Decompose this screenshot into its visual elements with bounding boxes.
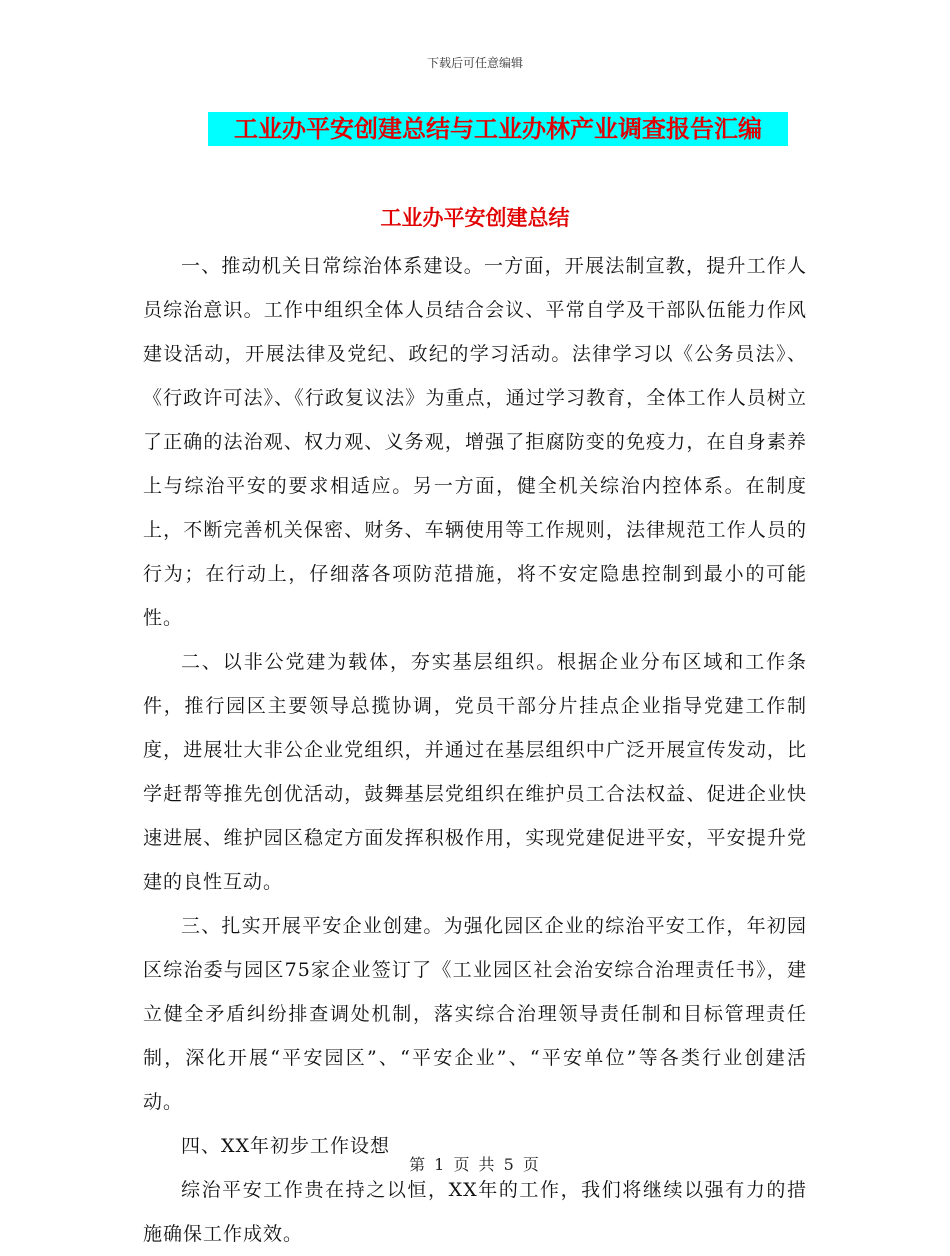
main-title: 工业办平安创建总结与工业办林产业调查报告汇编 [208, 112, 788, 146]
paragraph-5: 综治平安工作贵在持之以恒，XX年的工作，我们将继续以强有力的措施确保工作成效。 [143, 1179, 807, 1245]
paragraph-3: 三、扎实开展平安企业创建。为强化园区企业的综治平安工作，年初园区综治委与园区75家企业签订了《工业园区社会治安综合治理责任书》，建立健全矛盾纠纷排查调处机制，落实综合治理领导责任制和目标管理责任制，深化开展“平安园区”、“平安企业”、“平安单位”等各类行业创建活动。 [143, 915, 807, 1113]
header-note: 下载后可任意编辑 [426, 56, 523, 70]
body-text [143, 244, 807, 1256]
paragraph-4: 四、XX年初步工作设想 [181, 1135, 391, 1157]
paragraph-1: 一、推动机关日常综治体系建设。一方面，开展法制宣教，提升工作人员综治意识。工作中组织全体人员结合会议、平常自学及干部队伍能力作风建设活动，开展法律及党纪、政纪的学习活动。法律学习以《公务员法》、《行政许可法》、《行政复议法》为重点，通过学习教育，全体工作人员树立了正确的法治观、权力观、义务观，增强了拒腐防变的免疫力，在自身素养上与综治平安的要求相适应。另一方面，健全机关综治内控体系。在制度上，不断完善机关保密、财务、车辆使用等工作规则，法律规范工作人员的行为；在行动上，仔细落各项防范措施，将不安定隐患控制到最小的可能性。 [143, 255, 807, 629]
paragraph-2: 二、以非公党建为载体，夯实基层组织。根据企业分布区域和工作条件，推行园区主要领导总揽协调，党员干部分片挂点企业指导党建工作制度，进展壮大非公企业党组织，并通过在基层组织中广泛开展宣传发动，比学赶帮等推先创优活动，鼓舞基层党组织在维护员工合法权益、促进企业快速进展、维护园区稳定方面发挥积极作用，实现党建促进平安，平安提升党建的良性互动。 [143, 651, 807, 893]
page-number: 第 1 页 共 5 页 [409, 1155, 541, 1174]
section-title: 工业办平安创建总结 [380, 205, 570, 230]
